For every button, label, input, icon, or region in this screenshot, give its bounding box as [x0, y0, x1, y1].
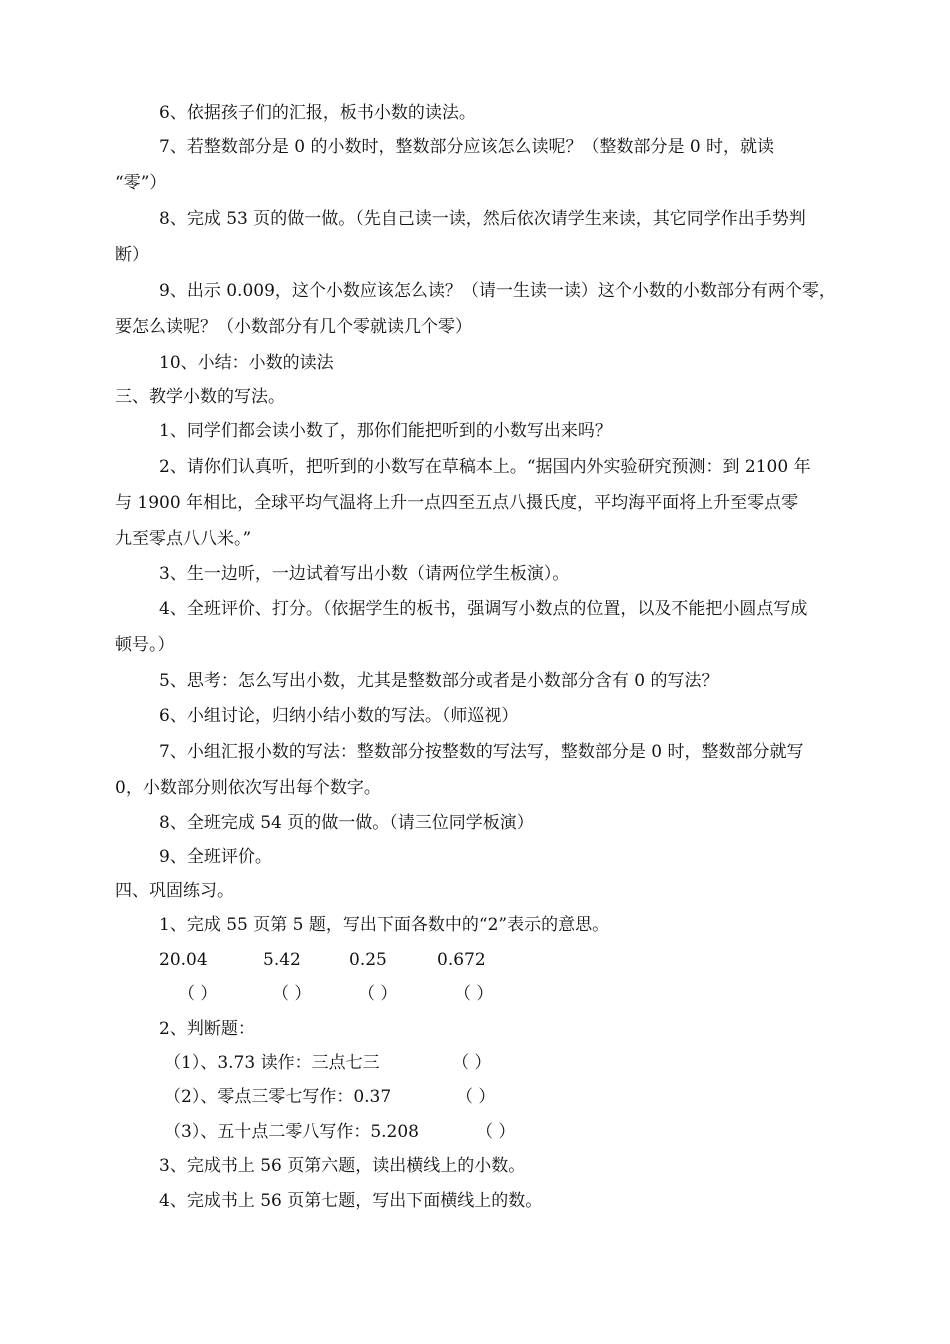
- text-line: 7、小组汇报小数的写法：整数部分按整数的写法写，整数部分是 0 时，整数部分就写: [159, 742, 804, 762]
- number-item: 0.672: [437, 950, 486, 970]
- text-line: 2、判断题：: [159, 1019, 255, 1039]
- text-line: 7、若整数部分是 0 的小数时，整数部分应该怎么读呢？（整数部分是 0 时，就读: [159, 137, 775, 157]
- text-line: 九至零点八八米。”: [115, 529, 252, 549]
- text-line: 要怎么读呢？（小数部分有几个零就读几个零）: [115, 317, 472, 337]
- text-line: 4、全班评价、打分。（依据学生的板书，强调写小数点的位置，以及不能把小圆点写成: [159, 599, 808, 619]
- answer-blank: （ ）: [178, 984, 218, 1004]
- number-item: 20.04: [159, 950, 208, 970]
- text-line: 与 1900 年相比，全球平均气温将上升一点四至五点八摄氏度，平均海平面将上升至零点零: [115, 493, 799, 513]
- text-line: 3、生一边听，一边试着写出小数（请两位学生板演）。: [159, 564, 570, 584]
- answer-blank: （ ）: [456, 1087, 496, 1107]
- text-line: 8、全班完成 54 页的做一做。（请三位同学板演）: [159, 813, 534, 833]
- text-line: 1、完成 55 页第 5 题，写出下面各数中的“2”表示的意思。: [159, 915, 610, 935]
- answer-blank: （ ）: [476, 1122, 516, 1142]
- text-line: 4、完成书上 56 页第七题，写出下面横线上的数。: [159, 1191, 543, 1211]
- text-line: 6、依据孩子们的汇报，板书小数的读法。: [159, 103, 476, 123]
- text-line: 2、请你们认真听，把听到的小数写在草稿本上。“据国内外实验研究预测：到 2100 年: [159, 457, 811, 477]
- text-line: 6、小组讨论，归纳小结小数的写法。（师巡视）: [159, 706, 519, 726]
- judge-item: （1）、3.73 读作：三点七三: [164, 1053, 380, 1073]
- text-line: 0，小数部分则依次写出每个数字。: [115, 778, 381, 798]
- section-heading: 四、巩固练习。: [115, 881, 234, 901]
- text-line: 8、完成 53 页的做一做。（先自己读一读，然后依次请学生来读，其它同学作出手势判: [159, 209, 806, 229]
- number-item: 5.42: [263, 950, 301, 970]
- text-line: 顿号。）: [115, 635, 175, 655]
- text-line: 9、全班评价。: [159, 847, 272, 867]
- judge-item: （2）、零点三零七写作：0.37: [164, 1087, 392, 1107]
- text-line: 10、小结：小数的读法: [159, 353, 334, 373]
- number-item: 0.25: [349, 950, 387, 970]
- answer-blank: （ ）: [358, 984, 398, 1004]
- judge-item: （3）、五十点二零八写作：5.208: [164, 1122, 419, 1142]
- text-line: 1、同学们都会读小数了，那你们能把听到的小数写出来吗？: [159, 421, 612, 441]
- answer-blank: （ ）: [272, 984, 312, 1004]
- text-line: 断）: [115, 245, 149, 265]
- section-heading: 三、教学小数的写法。: [115, 387, 285, 407]
- text-line: 9、出示 0.009，这个小数应该怎么读？（请一生读一读）这个小数的小数部分有两个零，: [159, 281, 836, 301]
- text-line: 3、完成书上 56 页第六题，读出横线上的小数。: [159, 1156, 526, 1176]
- answer-blank: （ ）: [452, 1053, 492, 1073]
- answer-blank: （ ）: [454, 984, 494, 1004]
- text-line: “零”）: [115, 173, 167, 193]
- text-line: 5、思考：怎么写出小数，尤其是整数部分或者是小数部分含有 0 的写法？: [159, 671, 719, 691]
